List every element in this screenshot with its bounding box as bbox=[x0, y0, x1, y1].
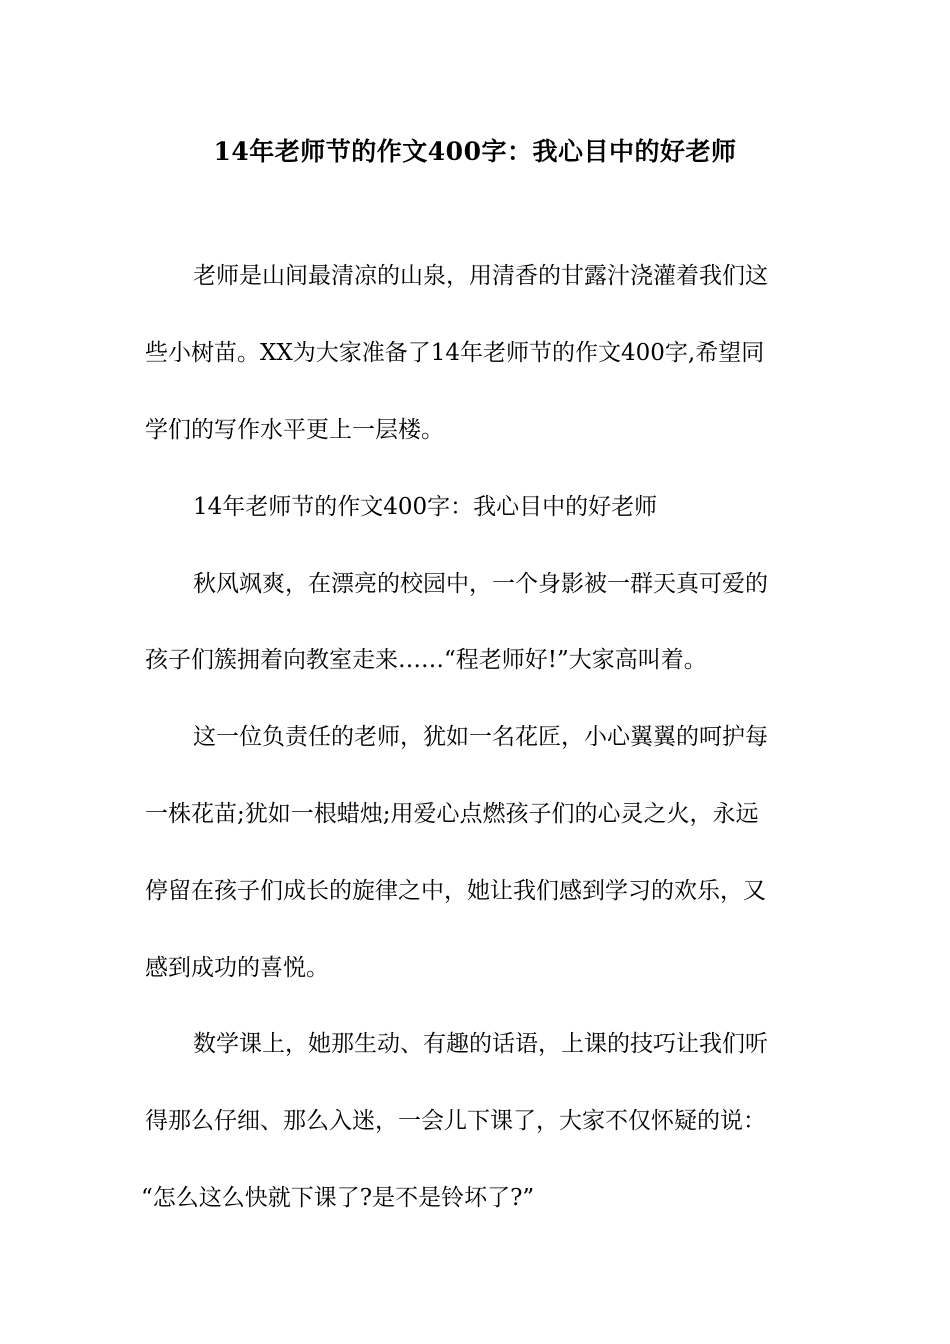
paragraph-line: 停留在孩子们成长的旋律之中，她让我们感到学习的欢乐，又 bbox=[145, 878, 766, 904]
paragraph-line: 孩子们簇拥着向教室走来……“程老师好!”大家高叫着。 bbox=[145, 647, 707, 673]
paragraph-line: 些小树苗。XX为大家准备了14年老师节的作文400字,希望同 bbox=[145, 340, 765, 366]
paragraph-line: 得那么仔细、那么入迷，一会儿下课了，大家不仅怀疑的说： bbox=[145, 1108, 766, 1134]
paragraph-line: 这一位负责任的老师，犹如一名花匠，小心翼翼的呵护每 bbox=[193, 724, 768, 750]
paragraph-line: 秋风飒爽，在漂亮的校园中，一个身影被一群天真可爱的 bbox=[193, 571, 768, 597]
paragraph-line: 数学课上，她那生动、有趣的话语，上课的技巧让我们听 bbox=[193, 1031, 768, 1057]
document-title: 14年老师节的作文400字：我心目中的好老师 bbox=[213, 137, 737, 166]
paragraph-line: 感到成功的喜悦。 bbox=[145, 955, 329, 981]
paragraph-line: 学们的写作水平更上一层楼。 bbox=[145, 417, 444, 443]
paragraph-line: 一株花苗;犹如一根蜡烛;用爱心点燃孩子们的心灵之火，永远 bbox=[145, 801, 759, 827]
paragraph-line: “怎么这么快就下课了?是不是铃坏了?” bbox=[141, 1185, 535, 1211]
paragraph-line: 14年老师节的作文400字：我心目中的好老师 bbox=[193, 494, 658, 520]
paragraph-line: 老师是山间最清凉的山泉，用清香的甘露汁浇灌着我们这 bbox=[193, 263, 768, 289]
